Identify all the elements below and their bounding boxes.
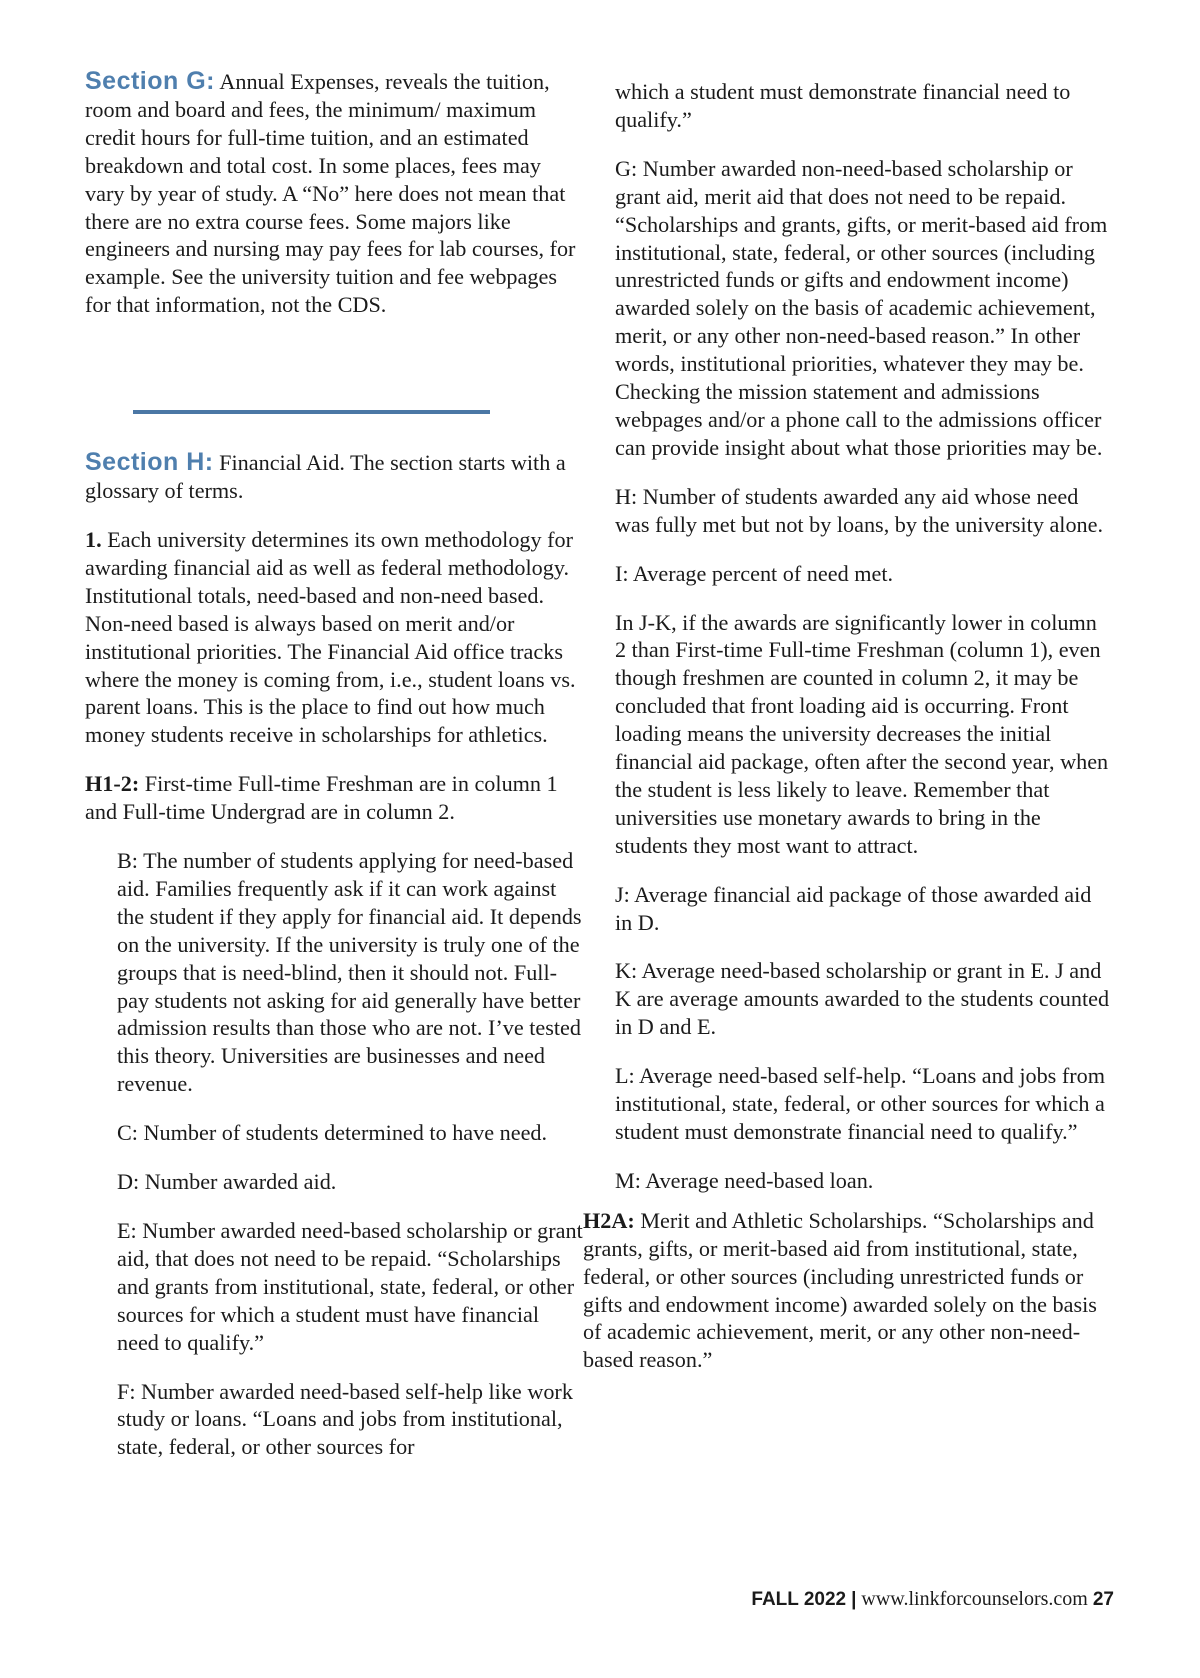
h1-2-label: H1-2:: [85, 771, 140, 797]
item-f: F: Number awarded need-based self-help like work study or loans. “Loans and jobs from institutional, state, federal, or other sources for: [117, 1378, 573, 1460]
footer-separator: |: [851, 1589, 857, 1610]
item-i: I: Average percent of need met.: [615, 560, 894, 586]
footer-website: www.linkforcounselors.com: [861, 1588, 1088, 1610]
point-1-paragraph: [85, 526, 585, 749]
item-l: L: Average need-based self-help. “Loans and jobs from institutional, state, federal, or other sources for which a student must demonstrate financial need to qualify.”: [615, 1063, 1105, 1144]
item-c: C: Number of students determined to have need.: [117, 1120, 548, 1146]
item-f-continued: which a student must demonstrate financial need to qualify.”: [615, 79, 1071, 132]
item-b: B: The number of students applying for need-based aid. Families frequently ask if it can work against the student if they apply for financial aid. It depends on the university. If the university is truly one of the groups that is need-blind, then it should not. Full-pay students not asking for aid generally have better admission results than those who are not. I’ve tested this theory. Universities are businesses and need revenue.: [117, 848, 582, 1097]
h2a-label: H2A:: [583, 1207, 635, 1233]
footer-issue: FALL 2022: [751, 1589, 847, 1610]
item-m: M: Average need-based loan.: [615, 1167, 874, 1193]
section-g-paragraph: [85, 68, 585, 319]
left-column: [85, 68, 585, 1461]
item-jk: In J-K, if the awards are significantly lower in column 2 than First-time Full-time Freshman (column 1), even though freshmen are counted in column 2, it may be concluded that front loading aid is occurring. Front loading means the university decreases the initial financial aid package, often after the second year, when the student is less likely to leave. Remember that universities use monetary awards to bring in the students they most want to attract.: [615, 609, 1109, 858]
item-j: J: Average financial aid package of those awarded aid in D.: [615, 881, 1092, 935]
h1-2-paragraph: [85, 770, 585, 826]
point-1-text: Each university determines its own methodology for awarding financial aid as well as federal methodology. Institutional totals, need-based and non-need based. Non-need based is always based on merit and/or institutional priorities. The Financial Aid office tracks where the money is coming from, i.e., student loans vs. parent loans. This is the place to find out how much money students receive in scholarships for athletics.: [85, 526, 576, 748]
section-h-text: Financial Aid. The section starts with a glossary of terms.: [85, 450, 566, 504]
section-divider: [133, 410, 490, 414]
item-d: D: Number awarded aid.: [117, 1169, 337, 1195]
page-number: 27: [1092, 1589, 1114, 1610]
section-g-heading: Section G:: [85, 67, 216, 95]
point-1-label: 1.: [85, 526, 102, 552]
item-g: G: Number awarded non-need-based scholarship or grant aid, merit aid that does not need to be repaid. “Scholarships and grants, gifts, or merit-based aid from institutional, state, federal, or other sources (including unrestricted funds or gifts and endowment income) awarded solely on the basis of academic achievement, merit, or any other non-need-based reason.” In other words, institutional priorities, whatever they may be. Checking the mission statement and admissions webpages and/or a phone call to the admissions officer can provide insight about what those priorities may be.: [615, 155, 1108, 460]
h2a-paragraph: [583, 1207, 1113, 1374]
item-h: H: Number of students awarded any aid whose need was fully met but not by loans, by the university alone.: [615, 483, 1104, 537]
item-e: E: Number awarded need-based scholarship or grant aid, that does not need to be repaid. “Scholarships and grants from institutional, state, federal, or other sources for which a student must have financial need to qualify.”: [117, 1218, 583, 1355]
h2a-text: Merit and Athletic Scholarships. “Scholarships and grants, gifts, or merit-based aid from institutional, state, federal, or other sources (including unrestricted funds or gifts and endowment income) awarded solely on the basis of academic achievement, merit, or any other non-need-based reason.”: [583, 1207, 1097, 1373]
section-g-text: Annual Expenses, reveals the tuition, room and board and fees, the minimum/ maximum credit hours for full-time tuition, and an estimated breakdown and total cost. In some places, fees may vary by year of study. A “No” here does not mean that there are no extra course fees. Some majors like engineers and nursing may pay fees for lab courses, for example. See the university tuition and fee webpages for that information, not the CDS.: [85, 69, 576, 318]
section-h-paragraph: [85, 449, 585, 505]
h1-2-text: First-time Full-time Freshman are in column 1 and Full-time Undergrad are in column 2.: [85, 771, 558, 825]
page-footer: [751, 1588, 1114, 1611]
item-k: K: Average need-based scholarship or grant in E. J and K are average amounts awarded to the students counted in D and E.: [615, 958, 1110, 1040]
section-h-heading: Section H:: [85, 448, 214, 477]
right-column: [583, 78, 1113, 1374]
